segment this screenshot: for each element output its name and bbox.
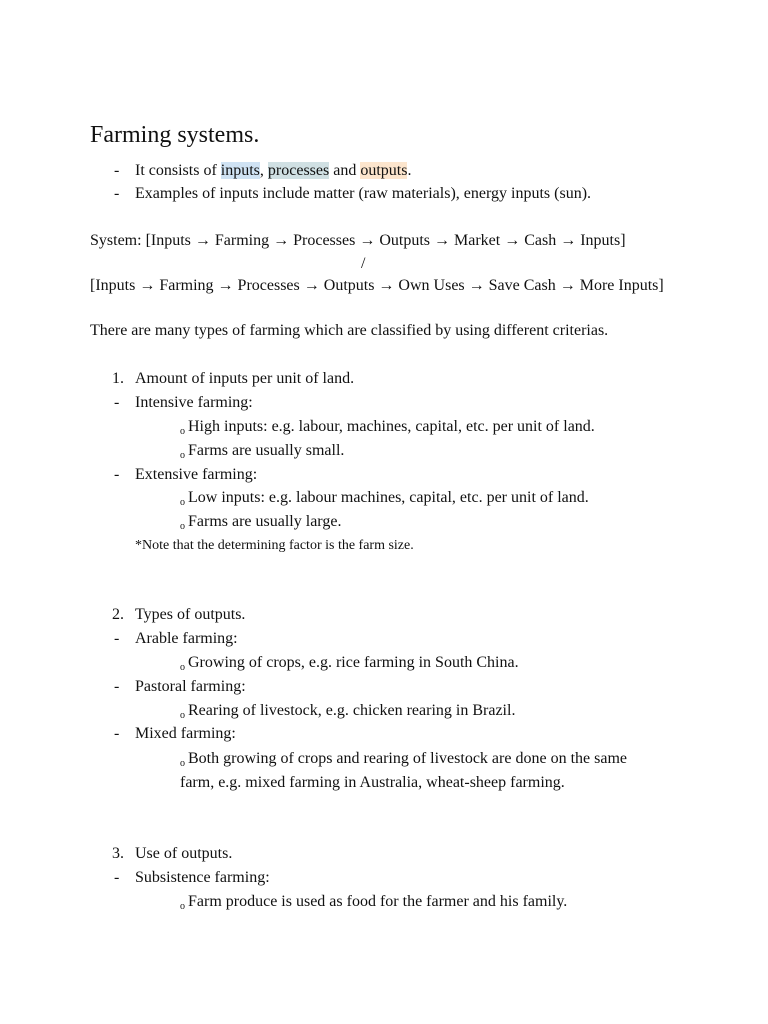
sub-item-text: Growing of crops, e.g. rice farming in South China. [188,654,519,671]
highlight-processes: processes [267,162,330,179]
section-number: 1. [112,370,124,387]
bullet-dash: - [114,162,120,179]
circle-bullet-icon: o [180,662,185,673]
bullet-dash: - [114,630,120,647]
circle-bullet-icon: o [180,758,185,769]
sub-item-text: Both growing of crops and rearing of livestock are done on the same [188,750,627,767]
page-title: Farming systems. [90,122,260,148]
bullet-dash: - [114,678,120,695]
sub-item-text: Low inputs: e.g. labour machines, capital, etc. per unit of land. [188,489,589,506]
intro-line-1 [135,161,411,181]
circle-bullet-icon: o [180,710,185,721]
list-item: Mixed farming: [135,725,236,742]
system-slash: / [361,255,366,272]
bullet-dash: - [114,869,120,886]
section-heading: Amount of inputs per unit of land. [135,370,355,387]
section-heading: Use of outputs. [135,845,233,862]
types-intro: There are many types of farming which are classified by using different criterias. [90,322,609,339]
list-item: Subsistence farming: [135,869,270,886]
sub-list-item [180,441,344,466]
sub-item-text: Rearing of livestock, e.g. chicken rearing in Brazil. [188,702,516,719]
circle-bullet-icon: o [180,901,185,912]
intro-period: . [407,162,412,179]
section-number: 2. [112,606,124,623]
sub-item-text: Farms are usually small. [188,442,345,459]
bullet-dash: - [114,394,120,411]
highlight-outputs: outputs [360,162,408,179]
intro-prefix: It consists of [135,162,221,179]
list-item: Pastoral farming: [135,678,246,695]
circle-bullet-icon: o [180,426,185,437]
sub-list-item [180,749,627,774]
sub-item-text: Farm produce is used as food for the farmer and his family. [188,893,568,910]
sub-item-text: Farms are usually large. [188,513,342,530]
sub-list-item [180,417,595,442]
sub-list-item [180,512,341,537]
highlight-inputs: inputs [220,162,260,179]
circle-bullet-icon: o [180,521,185,532]
system-flow-2: [Inputs → Farming → Processes → Outputs → Own Uses → Save Cash → More Inputs] [90,277,664,294]
sub-list-item [180,892,567,917]
section-number: 3. [112,845,124,862]
sub-item-text: High inputs: e.g. labour, machines, capital, etc. per unit of land. [188,418,595,435]
list-item: Arable farming: [135,630,238,647]
sub-list-item [180,488,589,513]
circle-bullet-icon: o [180,497,185,508]
intro-comma: , [259,162,268,179]
list-item: Intensive farming: [135,394,253,411]
list-item: Extensive farming: [135,466,258,483]
note: *Note that the determining factor is the farm size. [135,538,414,553]
intro-and: and [329,162,361,179]
sub-list-item [180,653,519,678]
bullet-dash: - [114,466,120,483]
sub-item-continuation: farm, e.g. mixed farming in Australia, wheat-sheep farming. [180,774,565,791]
circle-bullet-icon: o [180,450,185,461]
section-heading: Types of outputs. [135,606,246,623]
system-flow-1: System: [Inputs → Farming → Processes → Outputs → Market → Cash → Inputs] [90,232,626,249]
bullet-dash: - [114,725,120,742]
bullet-dash: - [114,185,120,202]
intro-line-2: Examples of inputs include matter (raw materials), energy inputs (sun). [135,185,592,202]
sub-list-item [180,701,515,726]
